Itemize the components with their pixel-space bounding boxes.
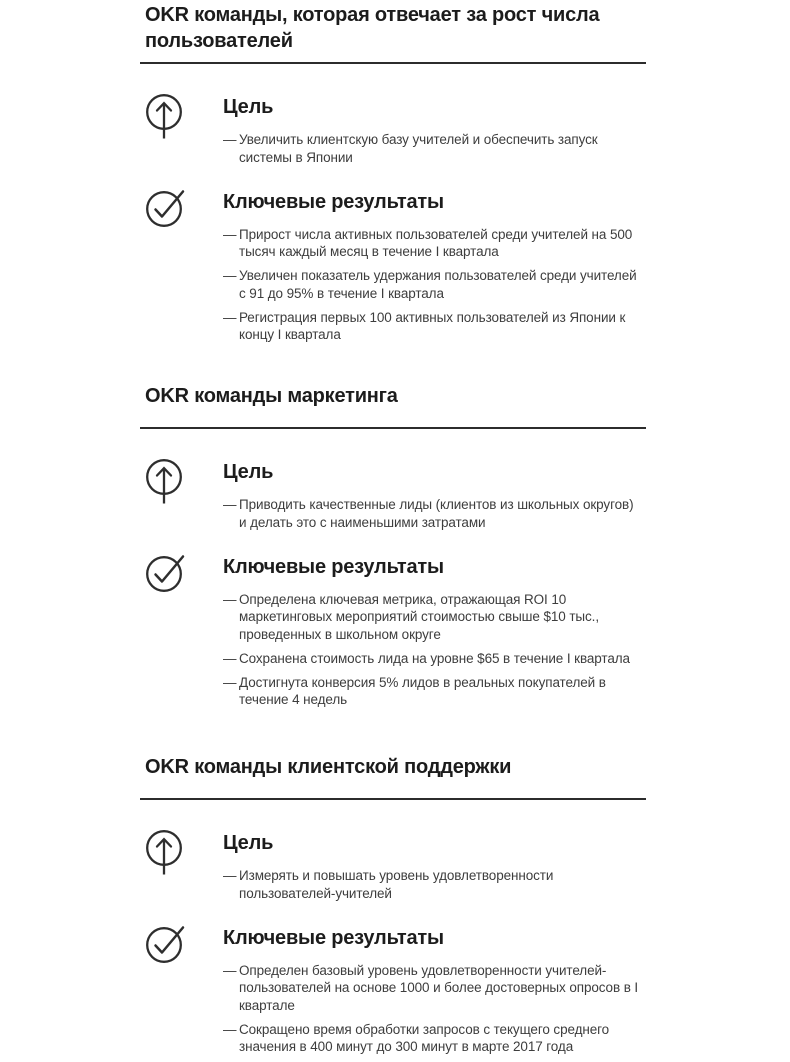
- item-text: Увеличить клиентскую базу учителей и обеспечить запуск системы в Японии: [239, 131, 640, 166]
- item-text: Прирост числа активных пользователей среди учителей на 500 тысяч каждый месяц в течение I квартала: [239, 226, 640, 261]
- objective-heading: Цель: [223, 831, 646, 855]
- checkmark-circle-icon: [145, 553, 223, 716]
- key-result-item: [223, 267, 646, 302]
- item-dash: —: [223, 962, 239, 1015]
- goal-up-arrow-circle-icon: [145, 458, 223, 538]
- section-title: OKR команды, которая отвечает за рост числа пользователей: [145, 2, 646, 54]
- section-title: OKR команды клиентской поддержки: [145, 754, 646, 780]
- item-dash: —: [223, 650, 239, 668]
- item-dash: —: [223, 867, 239, 902]
- objective-list: [223, 131, 646, 166]
- objective-content: [223, 93, 646, 173]
- key-results-heading: Ключевые результаты: [223, 555, 646, 579]
- okr-section-user-growth: [145, 2, 646, 350]
- objective-content: [223, 458, 646, 538]
- objective-block: [145, 829, 646, 909]
- item-text: Увеличен показатель удержания пользователей среди учителей с 91 до 95% в течение I квартала: [239, 267, 640, 302]
- item-dash: —: [223, 131, 239, 166]
- objective-list: [223, 496, 646, 531]
- item-text: Сохранена стоимость лида на уровне $65 в течение I квартала: [239, 650, 640, 668]
- objective-heading: Цель: [223, 460, 646, 484]
- objective-block: [145, 93, 646, 173]
- section-divider: [140, 62, 646, 64]
- item-text: Приводить качественные лиды (клиентов из школьных округов) и делать это с наименьшими затратами: [239, 496, 640, 531]
- goal-up-arrow-circle-icon: [145, 93, 223, 173]
- key-result-item: [223, 1021, 646, 1056]
- key-results-heading: Ключевые результаты: [223, 926, 646, 950]
- key-result-item: [223, 309, 646, 344]
- item-dash: —: [223, 591, 239, 644]
- item-text: Определена ключевая метрика, отражающая ROI 10 маркетинговых мероприятий стоимостью свыше $10 тыс., проведенных в школьном округе: [239, 591, 640, 644]
- key-results-list: [223, 591, 646, 709]
- key-results-content: [223, 188, 646, 351]
- item-dash: —: [223, 226, 239, 261]
- objective-content: [223, 829, 646, 909]
- section-divider: [140, 427, 646, 429]
- item-dash: —: [223, 309, 239, 344]
- objective-item: [223, 131, 646, 166]
- checkmark-circle-icon: [145, 924, 223, 1062]
- section-title: OKR команды маркетинга: [145, 383, 646, 409]
- checkmark-circle-icon: [145, 188, 223, 351]
- item-text: Измерять и повышать уровень удовлетворенности пользователей-учителей: [239, 867, 640, 902]
- key-results-list: [223, 962, 646, 1056]
- objective-list: [223, 867, 646, 902]
- key-results-block: [145, 924, 646, 1062]
- item-dash: —: [223, 267, 239, 302]
- objective-heading: Цель: [223, 95, 646, 119]
- okr-section-marketing: [145, 383, 646, 715]
- section-divider: [140, 798, 646, 800]
- item-text: Определен базовый уровень удовлетворенности учителей-пользователей на основе 1000 и более достоверных опросов в I квартале: [239, 962, 640, 1015]
- page-content: [145, 0, 646, 1062]
- item-text: Сокращено время обработки запросов с текущего среднего значения в 400 минут до 300 минут в марте 2017 года: [239, 1021, 640, 1056]
- objective-block: [145, 458, 646, 538]
- item-dash: —: [223, 1021, 239, 1056]
- key-results-list: [223, 226, 646, 344]
- goal-up-arrow-circle-icon: [145, 829, 223, 909]
- okr-section-customer-support: [145, 754, 646, 1062]
- key-result-item: [223, 674, 646, 709]
- item-dash: —: [223, 674, 239, 709]
- key-results-content: [223, 553, 646, 716]
- key-result-item: [223, 591, 646, 644]
- key-result-item: [223, 962, 646, 1015]
- objective-item: [223, 867, 646, 902]
- objective-item: [223, 496, 646, 531]
- key-result-item: [223, 650, 646, 668]
- key-results-content: [223, 924, 646, 1062]
- key-result-item: [223, 226, 646, 261]
- key-results-heading: Ключевые результаты: [223, 190, 646, 214]
- item-dash: —: [223, 496, 239, 531]
- key-results-block: [145, 188, 646, 351]
- item-text: Регистрация первых 100 активных пользователей из Японии к концу I квартала: [239, 309, 640, 344]
- key-results-block: [145, 553, 646, 716]
- item-text: Достигнута конверсия 5% лидов в реальных покупателей в течение 4 недель: [239, 674, 640, 709]
